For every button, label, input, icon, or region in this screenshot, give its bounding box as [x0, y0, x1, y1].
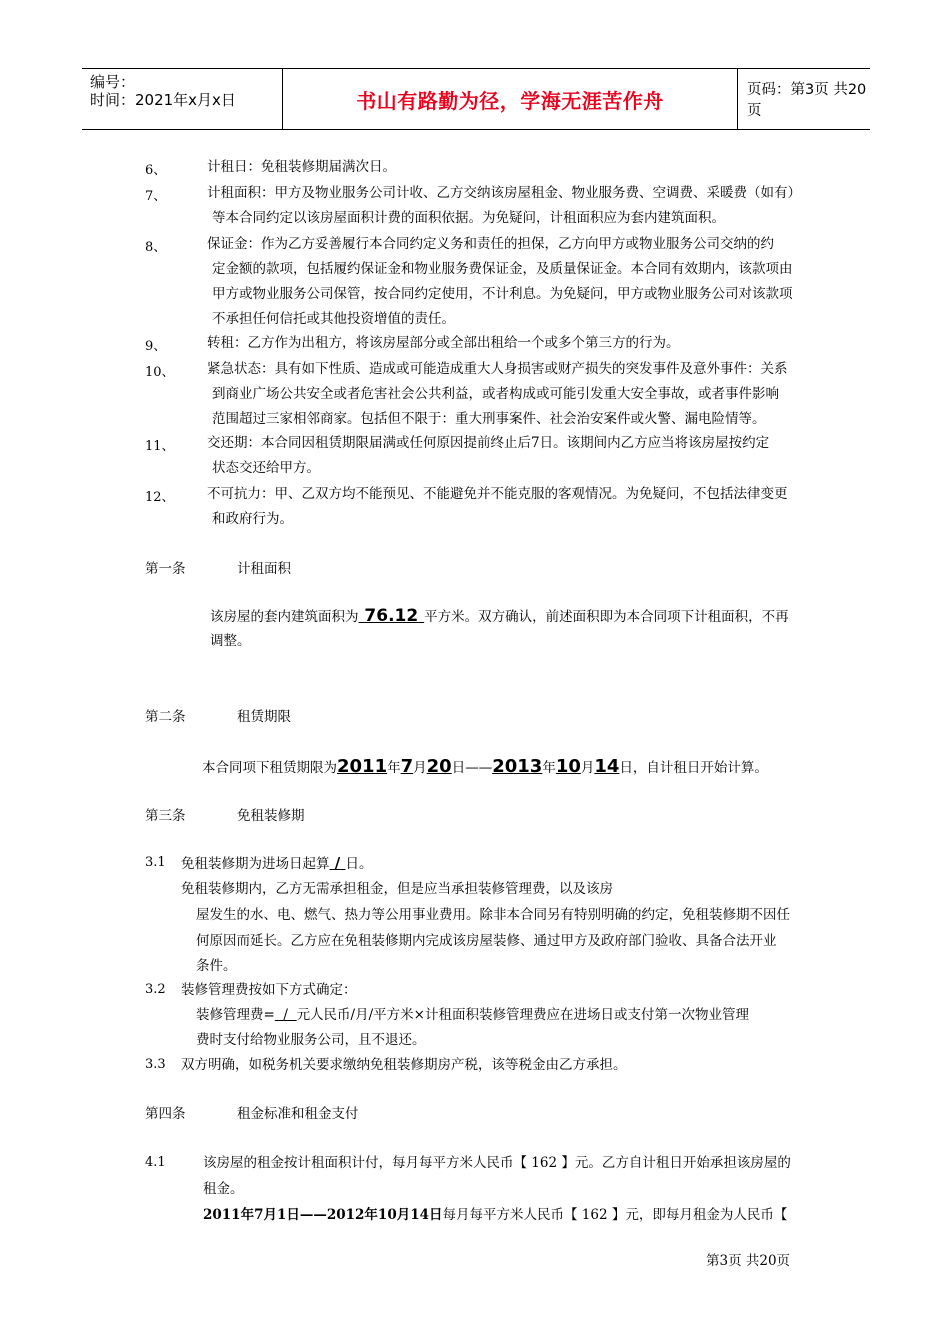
s31-line5: 条件。 [196, 958, 237, 974]
definition-number: 10、 [145, 365, 175, 380]
s41-line1: 该房屋的租金按计租面积计付，每月每平方米人民币【 162 】元。乙方自计租日开始承担该房屋的 [203, 1155, 791, 1171]
s41-line3: 2011年7月1日——2012年10月14日每月每平方米人民币【 162 】元，即每月租金为人民币【 [203, 1207, 788, 1223]
article1-title: 计租面积 [237, 561, 291, 577]
s33-number: 3.3 [145, 1057, 166, 1072]
s31-line4: 何原因而延长。乙方应在免租装修期内完成该房屋装修、通过甲方及政府部门验收、具备合法开业 [196, 933, 777, 949]
article4-label: 第四条 [145, 1106, 186, 1122]
definition-line: 范围超过三家相邻商家。包括但不限于：重大刑事案件、社会治安案件或火警、漏电险情等。 [212, 411, 766, 427]
s41-line2: 租金。 [203, 1181, 244, 1197]
definition-line: 和政府行为。 [212, 511, 293, 527]
definition-line: 保证金：作为乙方妥善履行本合同约定义务和责任的担保，乙方向甲方或物业服务公司交纳的约 [207, 236, 774, 252]
time-label: 时间：2021年x月x日 [90, 91, 236, 109]
s31-line1: 免租装修期为进场日起算 / 日。 [181, 854, 373, 872]
s31-value: / [334, 854, 341, 872]
article4-title: 租金标准和租金支付 [237, 1106, 359, 1122]
article1-text-a: 该房屋的套内建筑面积为 [210, 609, 359, 625]
end-month: 10 [555, 756, 581, 777]
definition-number: 9、 [145, 339, 167, 354]
article3-title: 免租装修期 [237, 808, 305, 824]
page-header [82, 68, 870, 130]
s32-line3: 费时支付给物业服务公司，且不退还。 [196, 1032, 426, 1048]
article3-label: 第三条 [145, 808, 186, 824]
s31-number: 3.1 [145, 855, 166, 870]
s32-value: / [283, 1007, 288, 1023]
start-year: 2011 [337, 756, 388, 777]
header-left-cell [82, 69, 282, 129]
article1-area-value: 76.12 [364, 606, 419, 626]
article1-line2: 调整。 [210, 633, 251, 649]
definition-line: 不承担任何信托或其他投资增值的责任。 [212, 311, 455, 327]
definition-number: 8、 [145, 240, 167, 255]
page-footer: 第3页 共20页 [706, 1253, 791, 1269]
definition-line: 计租面积：甲方及物业服务公司计收、乙方交纳该房屋租金、物业服务费、空调费、采暖费（如有） [207, 185, 801, 201]
definition-number: 7、 [145, 189, 167, 204]
start-month: 7 [400, 756, 414, 777]
article2-title: 租赁期限 [237, 709, 291, 725]
definition-line: 转租：乙方作为出租方，将该房屋部分或全部出租给一个或多个第三方的行为。 [207, 335, 680, 351]
article2-label: 第二条 [145, 709, 186, 725]
s32-number: 3.2 [145, 982, 166, 997]
page-label: 页码：第3页 共20页 [747, 82, 867, 119]
s41-number: 4.1 [145, 1155, 166, 1170]
header-page-cell [737, 69, 870, 129]
article1-label: 第一条 [145, 561, 186, 577]
motto-text: 书山有路勤为径，学海无涯苦作舟 [356, 88, 664, 113]
s31-line2: 免租装修期内，乙方无需承担租金，但是应当承担装修管理费，以及该房 [181, 881, 613, 897]
definition-line: 定金额的款项，包括履约保证金和物业服务费保证金，及质量保证金。本合同有效期内，该款项由 [212, 261, 793, 277]
definition-line: 紧急状态：具有如下性质、造成或可能造成重大人身损害或财产损失的突发事件及意外事件：关系 [207, 361, 788, 377]
definition-number: 11、 [145, 439, 175, 454]
article1-paragraph [210, 606, 789, 627]
end-year: 2013 [492, 756, 543, 777]
definition-line: 不可抗力：甲、乙双方均不能预见、不能避免并不能克服的客观情况。为免疑问，不包括法律变更 [207, 486, 788, 502]
s33-line1: 双方明确，如税务机关要求缴纳免租装修期房产税，该等税金由乙方承担。 [181, 1057, 627, 1073]
definition-number: 12、 [145, 490, 175, 505]
article2-paragraph: 本合同项下租赁期限为2011年7月20日——2013年10月14日，自计租日开始计算。 [202, 756, 768, 777]
article2-text: 本合同项下租赁期限为 [202, 760, 337, 776]
definition-line: 到商业广场公共安全或者危害社会公共利益，或者构成或可能引发重大安全事故，或者事件影响 [212, 386, 779, 402]
definition-line: 计租日：免租装修期届满次日。 [207, 159, 396, 175]
definition-number: 6、 [145, 163, 167, 178]
definition-line: 状态交还给甲方。 [212, 460, 320, 476]
start-day: 20 [426, 756, 452, 777]
s32-line1: 装修管理费按如下方式确定： [181, 982, 357, 998]
definition-line: 交还期：本合同因租赁期限届满或任何原因提前终止后7日。该期间内乙方应当将该房屋按约定 [207, 435, 770, 451]
header-motto-cell [282, 69, 738, 129]
s31-line3: 屋发生的水、电、燃气、热力等公用事业费用。除非本合同另有特别明确的约定，免租装修期不因任 [196, 907, 790, 923]
rent-period: 2011年7月1日——2012年10月14日 [203, 1207, 443, 1223]
definition-line: 等本合同约定以该房屋面积计费的面积依据。为免疑问，计租面积应为套内建筑面积。 [212, 210, 725, 226]
end-day: 14 [594, 756, 620, 777]
article1-text-b: 平方米。双方确认，前述面积即为本合同项下计租面积，不再 [424, 609, 789, 625]
serial-label: 编号： [90, 73, 136, 91]
definition-line: 甲方或物业服务公司保管，按合同约定使用，不计利息。为免疑问，甲方或物业服务公司对该款项 [212, 286, 793, 302]
s32-line2: 装修管理费= / 元人民币/月/平方米×计租面积装修管理费应在进场日或支付第一次物业管理 [196, 1007, 749, 1023]
